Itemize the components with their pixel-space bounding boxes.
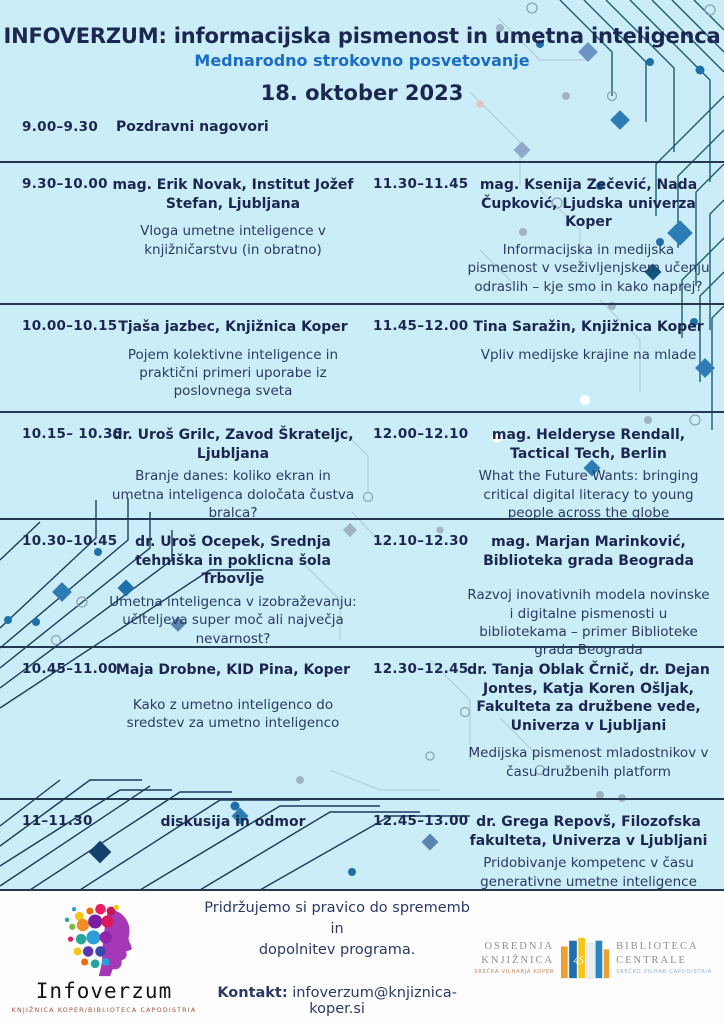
session-speaker: Tina Saražin, Knjižnica Koper	[473, 319, 704, 335]
session-time: 10.45–11.00	[22, 661, 118, 677]
session-time: 10.00–10.15	[22, 318, 118, 334]
session-talk: Umetna inteligenca v izobraževanju: učiteljeva super moč ali največja nevarnost?	[109, 593, 357, 647]
session-time: 9.30–10.00	[22, 176, 108, 192]
session-time: 12.30–12.45	[373, 661, 469, 677]
event-date: 18. oktober 2023	[260, 81, 464, 105]
schedule-row	[0, 163, 724, 305]
session-time: 10.15– 10.30	[22, 426, 123, 442]
session-speaker: mag. Helderyse Rendall, Tactical Tech, Berlin	[491, 427, 686, 462]
session-talk: Kako z umetno inteligenco do sredstev za umetno inteligenco	[126, 696, 340, 731]
library-left-line1: OSREDNJA	[484, 941, 555, 953]
session-time: 12.45–13.00	[373, 813, 469, 829]
library-right-line1: BIBLIOTECA	[616, 941, 699, 953]
notice-line-1: Pridržujemo si pravico do sprememb in	[204, 899, 470, 937]
session-talk: What the Future Wants: bringing critical digital literacy to young people across the globe	[478, 468, 699, 521]
session-cell	[463, 813, 724, 891]
page-title: INFOVERZUM: informacijska pismenost in umetna inteligenca	[3, 24, 721, 48]
schedule-row	[0, 305, 724, 413]
infoverzum-logo	[8, 902, 200, 1014]
session-cell	[463, 318, 724, 411]
poster-header	[0, 0, 724, 163]
session-cell	[463, 176, 724, 303]
session-speaker: dr. Grega Repovš, Filozofska fakulteta, Univerza v Ljubljani	[469, 814, 708, 849]
schedule-row	[0, 800, 724, 891]
contact-email: infoverzum@knjiznica-koper.si	[292, 985, 457, 1018]
library-logo-left-text	[474, 940, 554, 974]
session-speaker: dr. Uroš Grilc, Zavod Škrateljc, Ljubljana	[112, 427, 354, 462]
session-talk: Pojem kolektivne inteligence in praktični primeri uporabe iz poslovnega sveta	[127, 346, 339, 400]
session-talk: Vpliv medijske krajine na mlade	[480, 346, 697, 363]
schedule-row	[0, 648, 724, 800]
infoverzum-tagline: KNJIŽNICA KOPER/BIBLIOTECA CAPODISTRIA	[11, 1006, 197, 1014]
session-cell	[103, 176, 363, 303]
schedule-row	[0, 520, 724, 659]
books-icon	[561, 937, 609, 979]
opening-time: 9.00–9.30	[22, 119, 99, 135]
contact-label: Kontakt:	[217, 985, 288, 1002]
infoverzum-wordmark: Infoverzum	[35, 978, 173, 1003]
footer-notice	[200, 898, 474, 1017]
session-talk: Pridobivanje kompetenc v času generativne umetne inteligence	[480, 855, 697, 890]
session-speaker: Maja Drobne, KID Pina, Koper	[115, 662, 351, 678]
library-right-subtitle: SREČKO VILHAR CAPODISTRIA	[616, 968, 712, 975]
session-speaker: Tjaša jazbec, Knjižnica Koper	[118, 319, 348, 335]
session-cell	[103, 661, 363, 798]
session-talk: Razvoj inovativnih modela novinske i digitalne pismenosti u bibliotekama – primer Biblioteke grada Beograda	[467, 587, 710, 659]
notice-line-2: dopolnitev programa.	[258, 942, 416, 958]
session-talk: Informacijska in medijska pismenost v vseživljenjskem učenju odraslih – kje smo in kako naprej?	[467, 241, 710, 295]
session-time: 11–11.30	[22, 813, 93, 829]
session-talk: Vloga umetne inteligence v knjižničarstvu (in obratno)	[140, 223, 326, 258]
infoverzum-head-icon	[60, 902, 148, 978]
session-speaker: mag. Erik Novak, Institut Jožef Stefan, Ljubljana	[112, 177, 354, 212]
session-speaker: mag. Ksenija Zečević, Nada Čupković, Ljudska univerza Koper	[479, 177, 698, 231]
session-time: 11.45–12.00	[373, 318, 469, 334]
session-talk: Branje danes: koliko ekran in umetna inteligenca določata čustva bralca?	[111, 468, 355, 521]
library-left-line2: KNJIŽNICA	[481, 955, 555, 966]
poster-footer	[0, 891, 724, 1024]
opening-title: Pozdravni nagovori	[116, 119, 269, 135]
library-left-subtitle: SREČKA VILHARJA KOPER	[474, 968, 555, 975]
session-cell	[103, 533, 363, 660]
session-time: 12.00–12.10	[373, 426, 469, 442]
session-time: 11.30–11.45	[373, 176, 469, 192]
session-cell	[103, 426, 363, 522]
session-cell	[103, 813, 363, 891]
session-speaker: diskusija in odmor	[160, 814, 306, 830]
books-mark-label: 45	[573, 955, 585, 967]
session-time: 10.30–10.45	[22, 533, 118, 549]
library-right-line2: CENTRALE	[616, 955, 687, 966]
library-logo	[474, 937, 712, 979]
session-speaker: dr. Uroš Ocepek, Srednja tehniška in poklicna šola Trbovlje	[135, 534, 331, 588]
session-speaker: mag. Marjan Marinković, Biblioteka grada Beograda	[483, 534, 694, 569]
session-cell	[463, 533, 724, 660]
contact-line	[200, 985, 474, 1017]
session-talk: Medijska pismenost mladostnikov v času družbenih platform	[468, 745, 709, 780]
session-speaker: dr. Tanja Oblak Črnič, dr. Dejan Jontes, Katja Koren Ošljak, Fakulteta za družbene vede, Univerza v Ljubljani	[467, 662, 710, 734]
session-cell	[463, 661, 724, 798]
library-logo-right-text	[616, 940, 712, 974]
page-subtitle: Mednarodno strokovno posvetovanje	[194, 51, 530, 70]
session-cell	[463, 426, 724, 522]
session-cell	[103, 318, 363, 411]
session-time: 12.10–12.30	[373, 533, 469, 549]
opening-session-row	[0, 119, 724, 135]
schedule-row	[0, 413, 724, 520]
